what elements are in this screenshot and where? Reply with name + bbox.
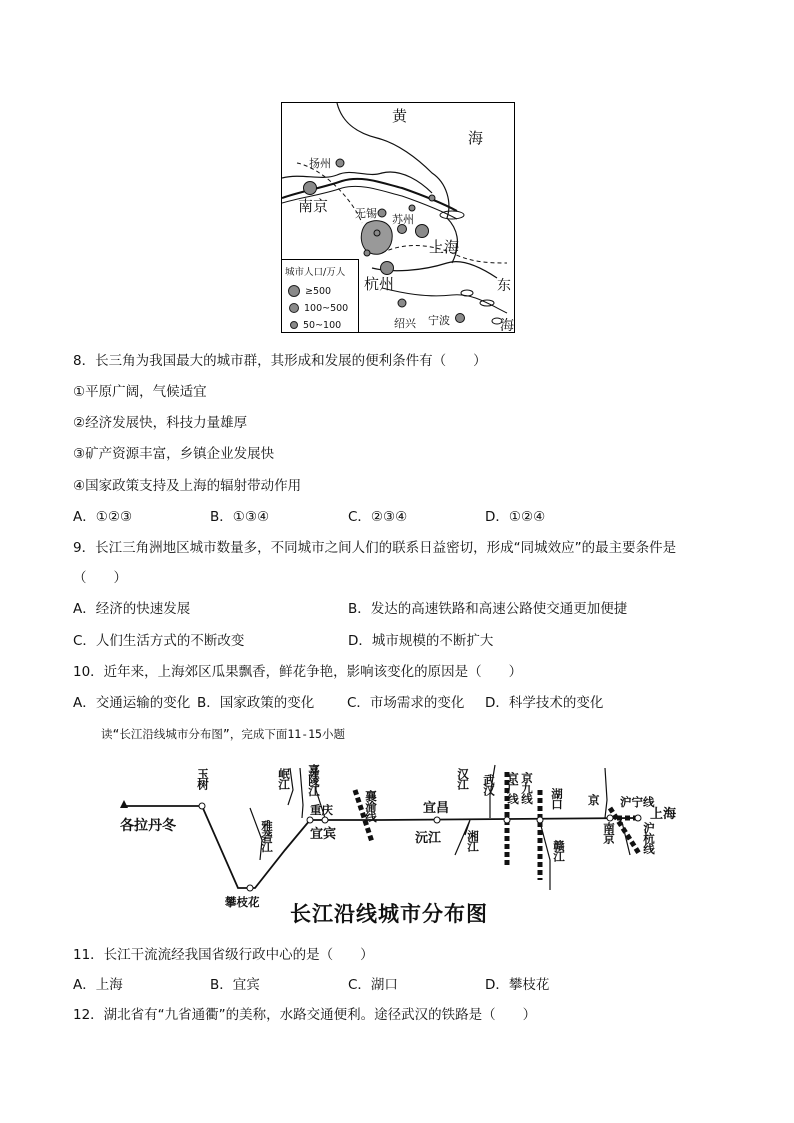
yangtze-map-title: 长江沿线城市分布图 — [290, 902, 488, 926]
label-jingjiu-railway: 京九线 — [520, 772, 534, 804]
q9-option-d[interactable]: D．城市规模的不断扩大 — [348, 633, 494, 649]
q11-option-d[interactable]: D．攀枝花 — [485, 977, 550, 993]
q8-option-c[interactable]: C．②③④ — [348, 509, 408, 525]
population-legend — [282, 259, 359, 333]
q10-option-b[interactable]: B．国家政策的变化 — [197, 695, 315, 711]
label-yalong-river: 雅砻江 — [260, 820, 274, 852]
legend-item-small — [288, 318, 341, 332]
q8-item-2: ②经济发展快，科技力量雄厚 — [73, 415, 248, 431]
q11-option-b[interactable]: B．宜宾 — [210, 977, 260, 993]
q10-option-d[interactable]: D．科学技术的变化 — [485, 695, 604, 711]
label-yushu: 玉树 — [196, 768, 210, 789]
label-xiang-river: 湘江 — [466, 830, 480, 851]
legend-title: 城市人口/万人 — [285, 267, 346, 278]
label-shanghai: 上海 — [650, 807, 677, 822]
label-min-river: 岷江 — [277, 768, 291, 789]
city-label-shanghai: 上海 — [429, 238, 460, 256]
legend-label-small: 50~100 — [303, 319, 342, 331]
q11-option-c[interactable]: C．湖口 — [348, 977, 398, 993]
city-label-nanjing: 南京 — [298, 197, 329, 215]
legend-dot-medium-icon — [289, 303, 299, 313]
q8-option-b[interactable]: B．①③④ — [210, 509, 270, 525]
legend-item-large — [288, 284, 331, 298]
label-gela-dandong: 各拉丹冬 — [120, 818, 176, 834]
label-yuanjiang: 沅江 — [415, 831, 442, 846]
q12-stem: 12．湖北省有“九省通衢”的美称，水路交通便利。途径武汉的铁路是（ ） — [73, 1007, 537, 1023]
q9-option-b[interactable]: B．发达的高速铁路和高速公路使交通更加便捷 — [348, 601, 628, 617]
label-gan-river: 赣江 — [552, 840, 566, 861]
q8-item-4: ④国家政策支持及上海的辐射带动作用 — [73, 478, 302, 494]
q9-stem: 9．长江三角洲地区城市数量多，不同城市之间人们的联系日益密切，形成“同城效应”的最主要条件是 — [73, 540, 677, 556]
legend-item-medium — [288, 301, 348, 315]
q11-stem: 11．长江干流流经我国省级行政中心的是（ ） — [73, 947, 374, 963]
yellow-sea-label-1: 黄 — [392, 107, 408, 125]
label-nanjing: 南京 — [602, 822, 616, 843]
label-han-river: 汉江 — [456, 768, 470, 789]
reading-instruction: 读“长江沿线城市分布图”，完成下面11-15小题 — [101, 727, 345, 741]
yellow-sea-label-2: 海 — [468, 129, 484, 147]
legend-label-medium: 100~500 — [304, 302, 349, 314]
q8-item-3: ③矿产资源丰富，乡镇企业发展快 — [73, 446, 275, 462]
city-label-suzhou: 苏州 — [392, 213, 414, 226]
q10-option-a[interactable]: A．交通运输的变化 — [73, 695, 191, 711]
q8-stem: 8．长三角为我国最大的城市群，其形成和发展的便利条件有（ ） — [73, 353, 487, 369]
label-hanghu-railway: 沪杭线 — [642, 822, 656, 854]
q9-option-c[interactable]: C．人们生活方式的不断改变 — [73, 633, 245, 649]
q10-stem: 10．近年来，上海郊区瓜果飘香，鲜花争艳，影响该变化的原因是（ ） — [73, 664, 523, 680]
yangtze-delta-map — [281, 102, 515, 333]
q8-option-d[interactable]: D．①②④ — [485, 509, 546, 525]
label-jingguang-railway: 京广线 — [506, 772, 520, 804]
city-label-hangzhou: 杭州 — [364, 275, 395, 293]
label-jialing-river: 嘉陵江 — [307, 764, 321, 796]
label-wuhan: 武汉 — [482, 774, 496, 795]
east-sea-label-1: 东 — [497, 278, 511, 294]
label-jing: 京 — [588, 793, 600, 807]
legend-dot-large-icon — [288, 285, 300, 297]
label-yibin: 宜宾 — [310, 827, 337, 842]
q9-option-a[interactable]: A．经济的快速发展 — [73, 601, 191, 617]
label-chongqing: 重庆 — [310, 803, 333, 817]
city-label-wuxi: 无锡 — [355, 207, 377, 220]
east-sea-label-2: 海 — [500, 318, 514, 333]
q9-stem-answer-bracket: （ ） — [73, 570, 127, 586]
q11-option-a[interactable]: A．上海 — [73, 977, 123, 993]
city-label-yangzhou: 扬州 — [309, 157, 331, 170]
label-hukou: 湖口 — [550, 788, 564, 809]
label-yichang: 宜昌 — [423, 801, 450, 816]
city-label-ningbo: 宁波 — [428, 314, 450, 327]
q10-option-c[interactable]: C．市场需求的变化 — [347, 695, 465, 711]
legend-label-large: ≥500 — [305, 285, 332, 297]
q8-item-1: ①平原广阔，气候适宜 — [73, 384, 207, 400]
q8-option-a[interactable]: A．①②③ — [73, 509, 133, 525]
city-label-shaoxing: 绍兴 — [394, 317, 416, 330]
label-huning-railway: 沪宁线 — [620, 795, 655, 809]
legend-dot-small-icon — [290, 321, 298, 329]
label-panzhihua: 攀枝花 — [225, 895, 260, 909]
label-xiangyu-railway: 襄渝线 — [364, 790, 378, 822]
